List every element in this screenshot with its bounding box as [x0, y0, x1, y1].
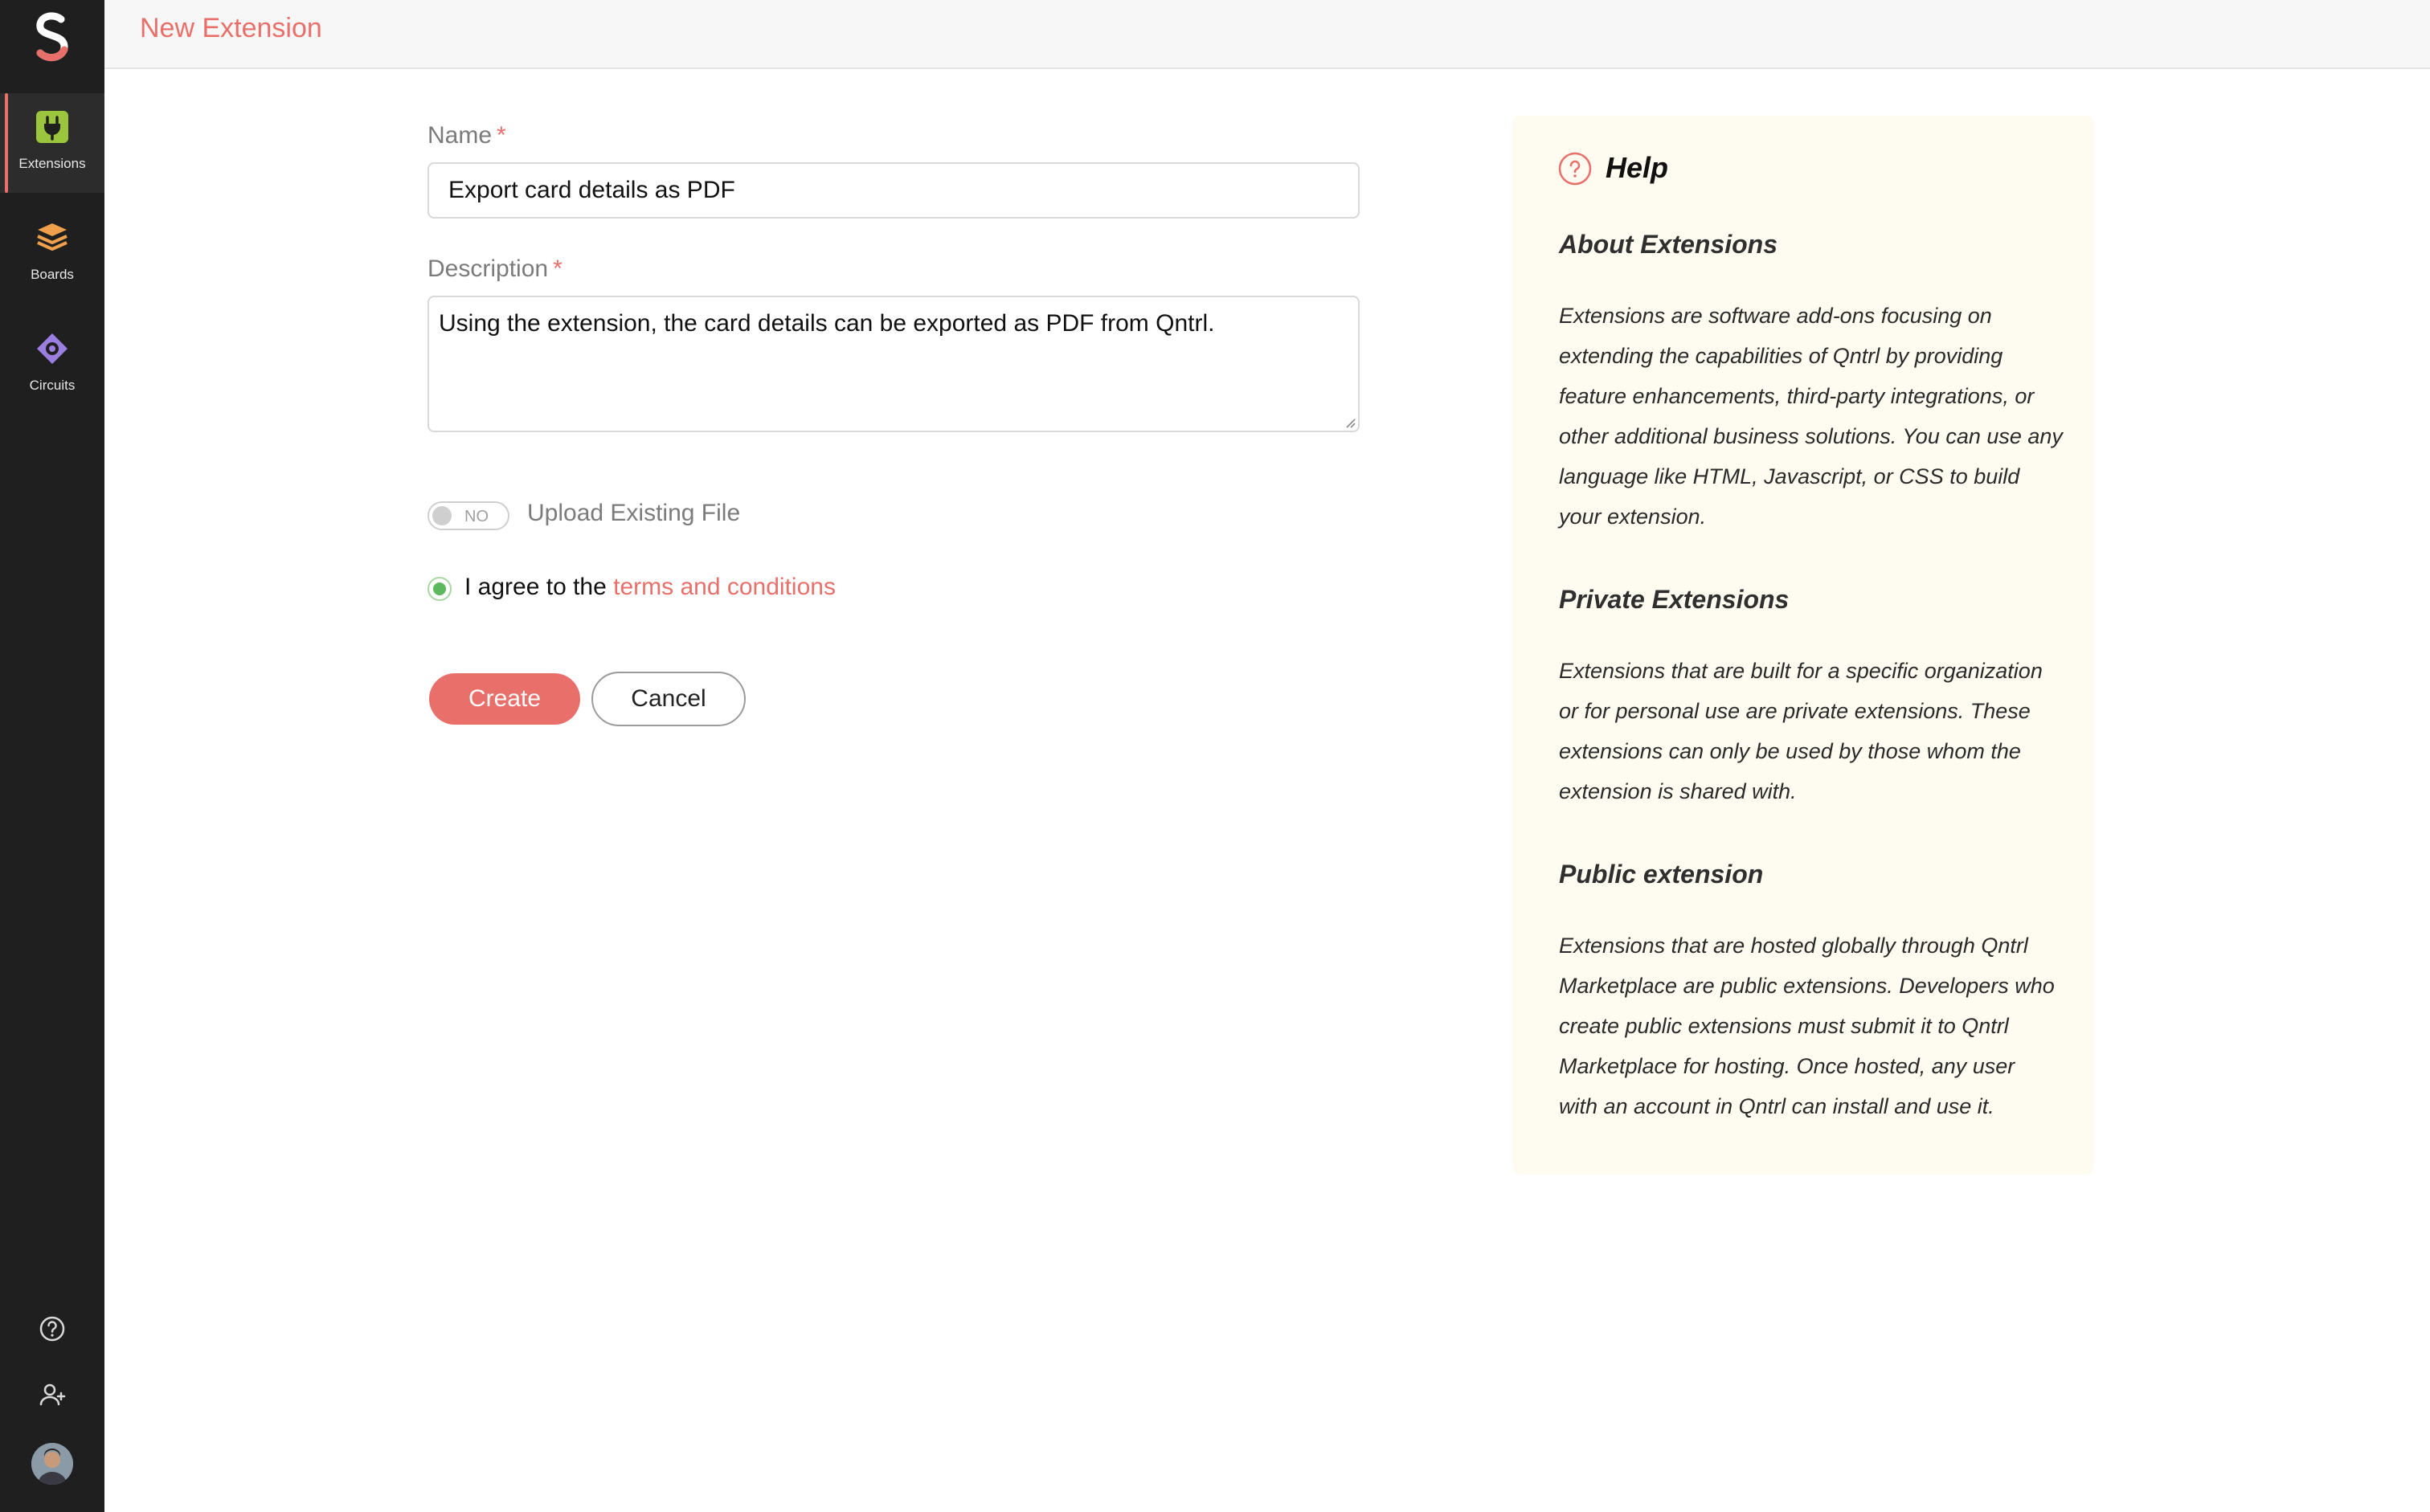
help-line: Extensions are software add-ons focusing on: [1559, 304, 1992, 328]
help-heading-public: Public extension: [1559, 860, 1764, 889]
toggle-state: NO: [464, 508, 489, 525]
description-label-text: Description: [428, 255, 549, 282]
help-line: your extension.: [1559, 505, 1707, 529]
help-line: extending the capabilities of Qntrl by providing: [1559, 344, 2003, 368]
help-text-private: [1559, 651, 2073, 811]
upload-existing-label: Upload Existing File: [527, 500, 741, 526]
add-user-icon[interactable]: [33, 1375, 72, 1414]
question-icon: [1557, 151, 1593, 186]
name-input[interactable]: [428, 162, 1360, 219]
layers-icon: [35, 220, 70, 255]
help-icon[interactable]: [33, 1310, 72, 1348]
upload-existing-toggle[interactable]: [428, 501, 509, 530]
avatar[interactable]: [31, 1443, 73, 1485]
help-line: create public extensions must submit it to Qntrl: [1559, 1014, 2009, 1038]
description-input[interactable]: [428, 296, 1360, 432]
help-heading-private: Private Extensions: [1559, 585, 1790, 614]
help-line: Extensions that are hosted globally through Qntrl: [1559, 934, 2028, 958]
help-text-about: [1559, 296, 2073, 537]
name-label-text: Name: [428, 122, 493, 149]
help-heading-about: About Extensions: [1559, 230, 1778, 259]
sidebar: [0, 0, 104, 1512]
required-mark: *: [553, 255, 562, 282]
sidebar-item-label: Extensions: [18, 156, 86, 171]
plug-icon: [35, 109, 70, 145]
required-mark: *: [497, 122, 506, 149]
sidebar-item-label: Circuits: [29, 378, 76, 393]
toggle-knob: [432, 506, 452, 525]
terms-link[interactable]: terms and conditions: [613, 574, 836, 600]
help-line: Marketplace for hosting. Once hosted, any user: [1559, 1054, 2015, 1078]
sidebar-item-extensions[interactable]: [0, 93, 104, 193]
help-line: other additional business solutions. You can use any: [1559, 424, 2063, 448]
agree-text: I agree to the: [464, 574, 614, 600]
help-line: Marketplace are public extensions. Developers who: [1559, 974, 2055, 998]
help-line: or for personal use are private extensions. These: [1559, 699, 2031, 723]
sidebar-item-boards[interactable]: [0, 204, 104, 304]
help-line: Extensions that are built for a specific organization: [1559, 659, 2043, 683]
help-line: feature enhancements, third-party integrations, or: [1559, 384, 2035, 408]
circuit-icon: [35, 331, 70, 366]
help-line: with an account in Qntrl can install and use it.: [1559, 1094, 1994, 1118]
help-line: extensions can only be used by those whom the: [1559, 739, 2021, 763]
resize-handle-icon[interactable]: [1344, 416, 1356, 429]
help-panel: [1512, 116, 2094, 1175]
cancel-button[interactable]: Cancel: [591, 672, 746, 726]
sidebar-item-label: Boards: [31, 267, 74, 282]
create-button[interactable]: Create: [429, 673, 580, 725]
help-line: extension is shared with.: [1559, 779, 1797, 803]
agree-terms-label: [464, 574, 836, 601]
app-logo-icon[interactable]: [29, 11, 76, 63]
description-label: [428, 255, 562, 283]
sidebar-item-circuits[interactable]: [0, 315, 104, 415]
agree-terms-radio[interactable]: [428, 577, 452, 601]
help-line: language like HTML, Javascript, or CSS to build: [1559, 464, 2020, 488]
page-title: New Extension: [140, 13, 322, 43]
help-text-public: [1559, 926, 2073, 1126]
name-label: [428, 122, 506, 149]
top-header: [104, 0, 2430, 69]
avatar-image: [31, 1443, 73, 1485]
help-title: Help: [1606, 151, 1669, 184]
